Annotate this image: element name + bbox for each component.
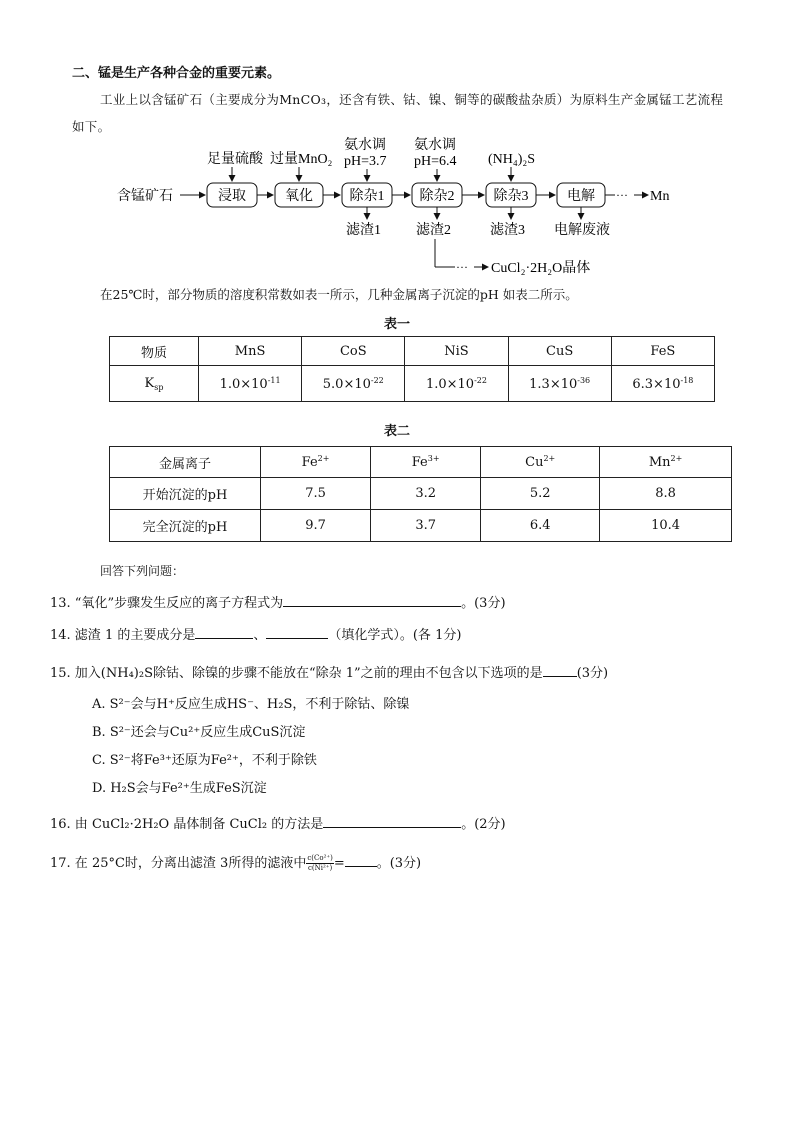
ph-table: [109, 446, 732, 542]
flow-step-label: 氧化: [285, 189, 313, 204]
ph-header-row: [110, 447, 732, 478]
ksp-value-cus: $1.3\times 10^{-36}$: [508, 366, 611, 402]
flow-step-purify3: [486, 183, 536, 207]
flow-step-label: 浸取: [218, 189, 246, 204]
answer-blank[interactable]: [283, 592, 461, 607]
reagent-purify1: 氨水调: [344, 138, 386, 153]
table-header: $Cu^{2+}$: [481, 447, 600, 478]
table-header: $Mn^{2+}$: [600, 447, 732, 478]
row-label: 开始沉淀的pH: [110, 478, 261, 510]
residue-2: 滤渣2: [416, 223, 451, 238]
option-d: D. H₂S会与Fe²⁺生成FeS沉淀: [92, 781, 267, 796]
reagent-purify1-ph: pH=3.7: [344, 154, 387, 169]
flow-start-label: 含锰矿石: [117, 189, 173, 204]
table-cell: 8.8: [600, 478, 732, 510]
ksp-value-cos: $5.0\times 10^{-22}$: [302, 366, 405, 402]
reagent-purify3: (NH₄)₂S: [488, 152, 536, 167]
table-header: 物质: [110, 337, 199, 366]
table-row: [110, 510, 732, 542]
table-cell: 6.4: [481, 510, 600, 542]
reagent-oxidize: 过量MnO₂: [270, 152, 333, 167]
question-16: 16. 由 CuCl₂·2H₂O 晶体制备 CuCl₂ 的方法是 。(2分): [50, 813, 506, 832]
ksp-row-label: $K_{sp}$: [110, 366, 199, 402]
table-intro: 在25℃时，部分物质的溶度积常数如表一所示，几种金属离子沉淀的pH 如表二所示。: [100, 287, 578, 302]
section-title: 二、锰是生产各种合金的重要元素。: [72, 66, 281, 81]
table-cell: 9.7: [261, 510, 371, 542]
table-header: CuS: [508, 337, 611, 366]
reagent-purify2: 氨水调: [414, 138, 456, 153]
ksp-value-fes: $6.3\times 10^{-18}$: [611, 366, 714, 402]
ksp-table: [109, 336, 715, 402]
table-cell: 3.7: [371, 510, 481, 542]
table-header: NiS: [405, 337, 508, 366]
option-a: A. S²⁻会与H⁺反应生成HS⁻、H₂S，不利于除钴、除镍: [92, 697, 410, 712]
table-cell: 5.2: [481, 478, 600, 510]
question-17: 17. 在 25°C时，分离出滤渣 3所得的滤液中 $\frac{\text{c(Co²⁺)}}{\text{c(Ni²⁺)}}$ = 。(3分): [50, 854, 422, 872]
table-header: FeS: [611, 337, 714, 366]
table-header: CoS: [302, 337, 405, 366]
side-product-crystal: CuCl₂·2H₂O晶体: [491, 261, 591, 276]
flow-step-label: 电解: [567, 189, 595, 204]
ksp-value-nis: $1.0\times 10^{-22}$: [405, 366, 508, 402]
question-14: 14. 滤渣 1 的主要成分是 、 （填化学式）。(各 1分): [50, 624, 461, 643]
table-cell: 3.2: [371, 478, 481, 510]
reagent-purify2-ph: pH=6.4: [414, 154, 457, 169]
option-c: C. S²⁻将Fe³⁺还原为Fe²⁺，不利于除铁: [92, 753, 317, 768]
flow-step-label: 除杂1: [349, 189, 385, 204]
table1-caption: 表一: [384, 317, 411, 332]
table-header: $Fe^{3+}$: [371, 447, 481, 478]
row-label: 完全沉淀的pH: [110, 510, 261, 542]
flow-step-purify1: [342, 183, 392, 207]
process-flow-diagram: [110, 135, 700, 280]
table-header: $Fe^{2+}$: [261, 447, 371, 478]
question-13: 13. “氧化”步骤发生反应的离子方程式为 。(3分): [50, 592, 506, 611]
table-header: MnS: [199, 337, 302, 366]
flow-product-mn: Mn: [650, 189, 670, 204]
flow-side-dots: ···: [456, 260, 468, 274]
table-cell: 10.4: [600, 510, 732, 542]
ksp-header-row: [110, 337, 715, 366]
ksp-values-row: [110, 366, 715, 402]
flow-step-electrolysis: [557, 183, 605, 207]
flow-dots: ···: [616, 188, 628, 202]
intro-paragraph: 工业上以含锰矿石（主要成分为MnCO₃，还含有铁、钴、镍、铜等的碳酸盐杂质）为原料生产金属锰工艺流程如下。: [72, 92, 724, 134]
answer-blank[interactable]: [195, 624, 253, 639]
answer-blank[interactable]: [323, 813, 461, 828]
option-b: B. S²⁻还会与Cu²⁺反应生成CuS沉淀: [92, 725, 306, 740]
ksp-value-mns: $1.0\times 10^{-11}$: [199, 366, 302, 402]
answer-blank[interactable]: [345, 852, 377, 867]
reagent-leach: 足量硫酸: [207, 152, 263, 167]
residue-3: 滤渣3: [490, 223, 525, 238]
flow-step-label: 除杂2: [419, 189, 455, 204]
flow-step-oxidize: [275, 183, 323, 207]
table2-caption: 表二: [384, 424, 411, 439]
table-row: [110, 478, 732, 510]
residue-1: 滤渣1: [346, 223, 381, 238]
electrolysis-waste: 电解废液: [554, 223, 610, 238]
question-15: 15. 加入(NH₄)₂S除钴、除镍的步骤不能放在“除杂 1”之前的理由不包含以下选项的是 (3分): [50, 662, 608, 681]
table-cell: 7.5: [261, 478, 371, 510]
answer-blank[interactable]: [543, 662, 577, 677]
answer-blank[interactable]: [266, 624, 328, 639]
answer-prompt: 回答下列问题：: [100, 564, 185, 578]
flow-step-leach: [207, 183, 257, 207]
flow-step-label: 除杂3: [493, 189, 529, 204]
concentration-ratio: $\frac{\text{c(Co²⁺)}}{\text{c(Ni²⁺)}}$: [307, 854, 333, 872]
flow-step-purify2: [412, 183, 462, 207]
table-header: 金属离子: [110, 447, 261, 478]
